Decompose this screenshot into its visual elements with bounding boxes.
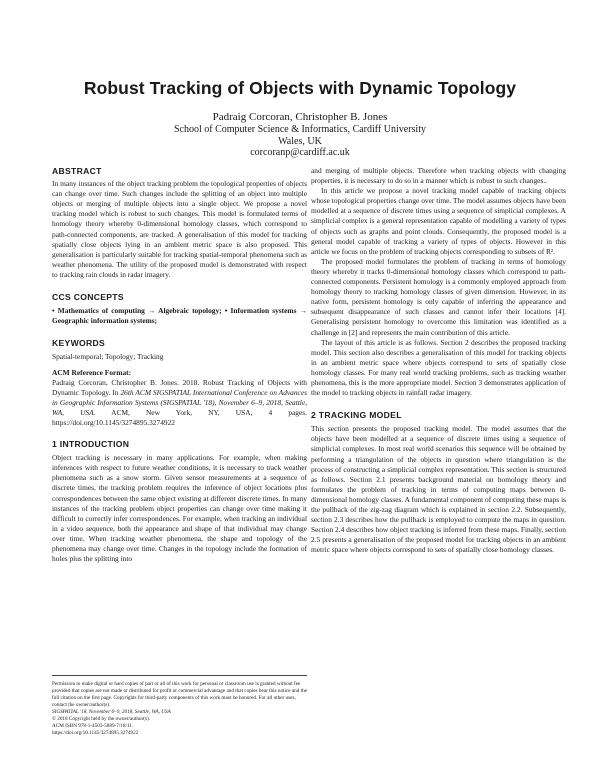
doi-line: https://doi.org/10.1145/3274895.3274922 [52,730,139,736]
abstract-text: In many instances of the object tracking problem the topological properties of objects can change over time. Such changes include the splitting of an object into multiple objects or merging of multiple objects into a single object. We propose a novel tracking model which is robust to such changes. This model is formulated terms of homology theory whereby 0-dimensional homology classes, which correspond to path-connected components, are tracked. A generalisation of this model for tracking spatially close objects lying in an ambient metric space is also proposed. This generalisation is particularly suitable for tracking spatial-temporal phenomena such as weather phenomena. The utility of the proposed model is demonstrated with respect to tracking rain clouds in radar imagery. [52,179,307,279]
intro-paragraph-3: The proposed model formulates the problem of tracking in terms of homology theory whereby it tracks 0-dimensional homology classes which correspond to path-connected components. Persistent homology is a commonly employed approach from homology theory to tracking homology classes of given dimension. However, in its native form, persistent homology is only capable of inferring the appearance and subsequent disappearance of such classes and cannot infer their locations [4]. Generalising persistent homology to overcome this limitation was identified as a challenge in [2] and represents the main contribution of this article. [311,256,566,337]
keywords-heading: KEYWORDS [52,338,106,349]
intro-paragraph-1-continued: and merging of multiple objects. Therefore when tracking objects with changing properties, it is necessary to do so in a manner which is robust to such changes.. [311,166,566,186]
affiliation: School of Computer Science & Informatics, Cardiff University [174,124,426,135]
conference-line: SIGSPATIAL '18, November 6–9, 2018, Seattle, WA, USA [52,709,171,715]
abstract-heading: ABSTRACT [52,166,102,176]
introduction-heading: 1 INTRODUCTION [52,439,130,450]
tracking-paragraph-1: This section presents the proposed tracking model. The model assumes that the objects have been modelled at a sequence of discrete times using a sequence of simplicial complexes. In most real world scenarios this sequence will be obtained by performing a triangulation of the objects in question where triangulation is the process of constructing a simplicial complex representation. This section is structured as follows. Section 2.1 presents background material on homology theory and formulates the problem of tracking in terms of computing maps between 0-dimensional homology classes. A fundamental component of computing these maps is the pullback of the zig-zag diagram which is explained in section 2.2. Subsequently, section 2.3 describes how the pullback is employed to compute the maps in question. Section 2.4 describes how object tracking is inferred from these maps. Finally, section 2.5 presents a generalisation of the proposed model for tracking objects in an ambient metric space where objects correspond to sets of spatially close homology classes. [311,424,566,555]
email: corcoranp@cardiff.ac.uk [250,147,350,159]
tracking-model-heading: 2 TRACKING MODEL [311,410,402,421]
ccs-heading: CCS CONCEPTS [52,292,124,303]
permission-notice: Permission to make digital or hard copies of part or all of this work for personal or classroom use is granted without fee provided that copies are not made or distributed for profit or commercial advantage and that copies bear this notice and the full citation on the first page. Copyrights for third-party components of this work must be honored. For all other uses, contact the owner/author(s). [52,681,307,708]
author-block [0,111,600,159]
paper-title: Robust Tracking of Objects with Dynamic Topology [83,78,517,98]
reference-plain-1: Padraig Corcoran, Christopher B. Jones. 2018. Robust Tracking of Objects with Dynamic Topology. In [52,377,307,397]
copyright-line: © 2018 Copyright held by the owner/author(s). [52,716,151,722]
reference-italic: 26th ACM SIGSPATIAL International Conference on Advances in Geographic Information Systems (SIGSPATIAL '18), November 6–9, 2018, Seattle, WA, USA. [52,387,307,417]
ccs-text: • Mathematics of computing → Algebraic topology; • Information systems → Geographic information systems; [52,306,307,326]
reference-format-label: ACM Reference Format: [52,367,132,377]
reference-plain-2: ACM, New York, NY, USA, 4 pages. https://doi.org/10.1145/3274895.3274922 [52,407,307,427]
reference-format-text [52,378,307,428]
intro-paragraph-1: Object tracking is necessary in many applications. For example, when making inferences with respect to future weather conditions, it is necessary to track weather phenomena such as a snow storm. Given sensor measurements at a sequence of discrete times, the tracking problem requires the inference of object locations plus correspondences between the same object existing at different discrete times. In many instances of the tracking problem object properties can change over time making it difficult to correctly infer correspondences. For example, when tracking an individual in a video sequence, both the appearance and shape of that individual may change over time. When tracking weather phenomena, the shape and topology of the phenomena may change over time. Changes in the topology include the formation of holes plus the splitting into [52,453,307,564]
isbn-line: ACM ISBN 978-1-4503-5889-7/18/11. [52,723,134,729]
copyright-footnote [52,675,307,737]
intro-paragraph-4: The layout of this article is as follows. Section 2 describes the proposed tracking model. This section also describes a generalisation of this model for tracking objects in an ambient metric space where objects correspond to sets of spatially close homology classes. For many real world tracking problems, such as tracking weather phenomena, this is the more appropriate model. Section 3 demonstrates application of the model to tracking objects in rainfall radar imagery. [311,337,566,398]
right-column [311,166,566,555]
author-names: Padraig Corcoran, Christopher B. Jones [212,111,388,123]
left-column [52,166,307,564]
intro-paragraph-2: In this article we propose a novel tracking model capable of tracking objects whose topological properties change over time. The model assumes objects have been modelled at a sequence of discrete times using a sequence of simplicial complexes. A simplicial complex is a general representation capable of modelling a variety of types of objects such as graphs and point clouds. Consequently, the proposed model is a general model capable of tracking a variety of types of objects. However in this article we focus on the problem of tracking objects corresponding to subsets of R². [311,186,566,256]
keywords-text: Spatial-temporal; Topology; Tracking [52,352,164,362]
location: Wales, UK [278,135,322,147]
